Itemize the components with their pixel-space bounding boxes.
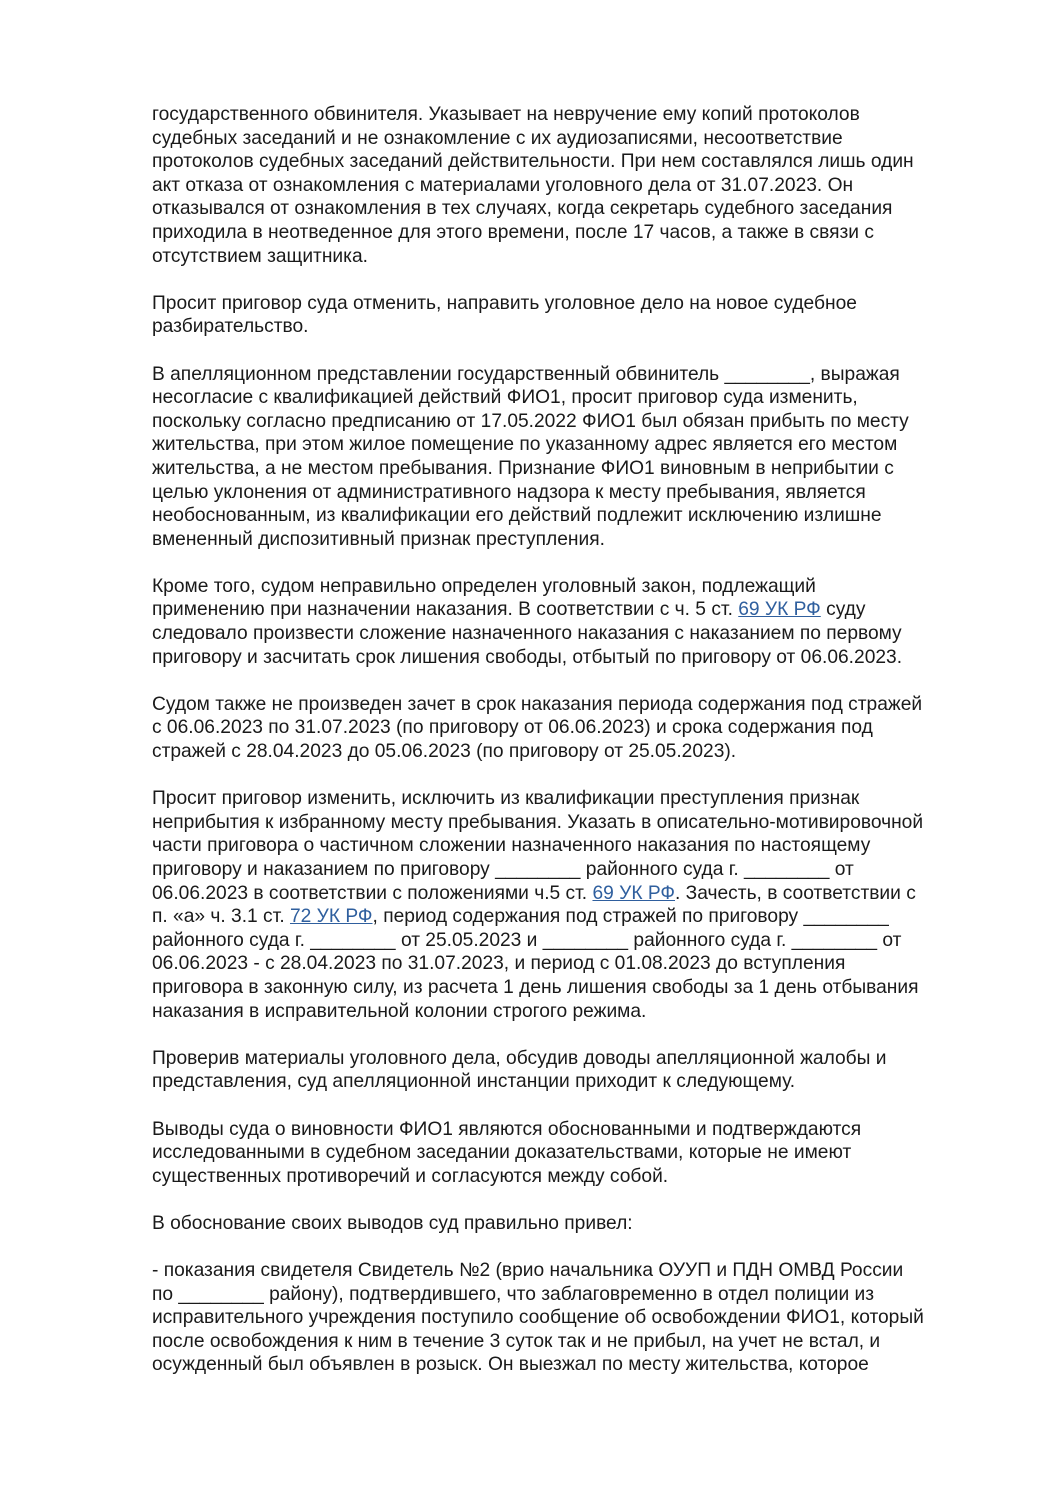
paragraph-request-cancel: Просит приговор суда отменить, направить уголовное дело на новое судебное разбирательство. <box>152 292 857 338</box>
paragraph-request-modify <box>152 787 992 1023</box>
paragraph-wrong-criminal-law <box>152 575 992 669</box>
document-page <box>152 103 992 1401</box>
text-segment: Просит приговор изменить, исключить из квалификации преступления признак неприбытия к избранному месту пребывания. Указать в описательно-мотивировочной части приговора о частичном сложении назначенного наказания по настоящему приговору и наказанием по приговору ________ районного суда г. ________ от 06.06.2023 в соответствии с положениями ч.5 ст. <box>152 788 924 904</box>
text-segment: . Зачесть, в соответствии с п. «а» ч. 3.1 ст. <box>152 882 916 928</box>
text-segment: Кроме того, судом неправильно определен уголовный закон, подлежащий применению при назначении наказания. В соответствии с ч. 5 ст. <box>152 575 816 621</box>
paragraph-prosecutor-submission: В апелляционном представлении государственный обвинитель ________, выражая несогласие с квалификацией действий ФИО1, просит приговор суда изменить, поскольку согласно предписанию от 17.05.2022 ФИО1 был обязан прибыть по месту жительства, при этом жилое помещение по указанному адрес является его местом жительства, а не местом пребывания. Признание ФИО1 виновным в неприбытии с целью уклонения от административного надзора к месту пребывания, является необоснованным, из квалификации его действий подлежит исключению излишне вмененный диспозитивный признак преступления. <box>152 363 909 550</box>
paragraph-justification-intro: В обоснование своих выводов суд правильно привел: <box>152 1212 633 1234</box>
paragraph-guilt-conclusion: Выводы суда о виновности ФИО1 являются обоснованными и подтверждаются исследованными в судебном заседании доказательствами, которые не имеют существенных противоречий и согласуются между собой. <box>152 1118 862 1187</box>
paragraph-complaint-details: государственного обвинителя. Указывает на невручение ему копий протоколов судебных заседаний и не ознакомление с их аудиозаписями, несоответствие протоколов судебных заседаний действительности. При нем составлялся лишь один акт отказа от ознакомления с материалами уголовного дела от 31.07.2023. Он отказывался от ознакомления в тех случаях, когда секретарь судебного заседания приходила в неотведенное для этого времени, после 17 часов, а также в связи с отсутствием защитника. <box>152 104 914 267</box>
link-article-69[interactable]: 69 УК РФ <box>592 882 676 904</box>
paragraph-court-review: Проверив материалы уголовного дела, обсудив доводы апелляционной жалобы и представления, суд апелляционной инстанции приходит к следующему. <box>152 1047 887 1093</box>
link-article-69[interactable]: 69 УК РФ <box>738 599 821 621</box>
link-article-72[interactable]: 72 УК РФ <box>289 906 373 928</box>
paragraph-no-time-credit: Судом также не произведен зачет в срок наказания периода содержания под стражей с 06.06.2023 по 31.07.2023 (по приговору от 06.06.2023) и срока содержания под стражей с 28.04.2023 до 05.06.2023 (по приговору от 25.05.2023). <box>152 693 923 763</box>
text-segment: суду следовало произвести сложение назначенного наказания с наказанием по первому приговору и засчитать срок лишения свободы, отбытый по приговору от 06.06.2023. <box>152 599 903 668</box>
paragraph-witness-testimony: - показания свидетеля Свидетель №2 (врио начальника ОУУП и ПДН ОМВД России по ________ району), подтвердившего, что заблаговременно в отдел полиции из исправительного учреждения поступило сообщение об освобождении ФИО1, который после освобождения к ним в течение 3 суток так и не прибыл, на учет не встал, и осужденный был объявлен в розыск. Он выезжал по месту жительства, которое <box>152 1260 924 1376</box>
text-segment: , период содержания под стражей по приговору ________ районного суда г. ________ от 25.05.2023 и ________ районного суда г. ________ от 06.06.2023 - с 28.04.2023 по 31.07.2023, и период с 01.08.2023 до вступления приговора в законную силу, из расчета 1 день лишения свободы за 1 день отбывания наказания в исправительной колонии строгого режима. <box>152 906 919 1022</box>
